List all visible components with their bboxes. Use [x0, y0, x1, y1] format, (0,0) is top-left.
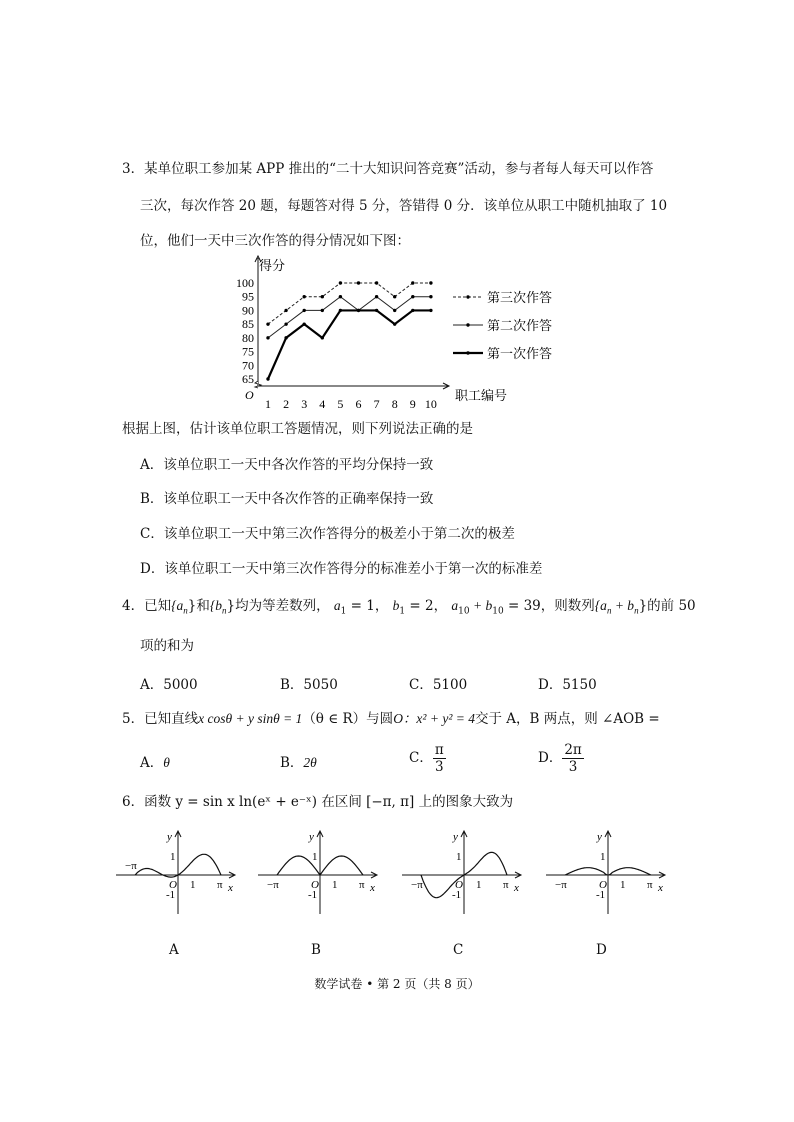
data-point	[429, 295, 432, 298]
x-tick-pi: π	[359, 879, 365, 891]
x-tick-neg-pi: −π	[555, 879, 567, 891]
y-axis-label: y	[167, 831, 172, 843]
page-footer: 数学试卷 • 第 2 页（共 8 页）	[314, 977, 480, 991]
q5-option-a: A．θ	[140, 755, 170, 771]
data-point	[375, 295, 378, 298]
y-axis-break-icon	[255, 381, 261, 388]
legend-marker	[466, 351, 469, 354]
y-tick-label: 70	[242, 358, 254, 373]
graph-d	[540, 828, 670, 918]
y-tick-minus-one: -1	[596, 889, 606, 901]
q3-option-d: D．该单位职工一天中第三次作答得分的标准差小于第一次的标准差	[140, 561, 543, 577]
x-axis-label: x	[514, 882, 519, 894]
y-tick-minus-one: -1	[308, 889, 318, 901]
y-tick-label: 100	[236, 276, 254, 290]
y-tick-label: 80	[242, 330, 254, 345]
y-tick-label: 65	[242, 372, 254, 386]
data-point	[375, 281, 378, 284]
q4-option-d: D．5150	[538, 677, 597, 693]
y-tick-label: 95	[242, 289, 254, 304]
x-tick-label: 1	[265, 397, 271, 411]
x-tick-label: 10	[424, 397, 437, 411]
x-tick-pi: π	[647, 879, 653, 891]
q3-line1: 3．某单位职工参加某 APP 推出的“二十大知识问答竞赛”活动，参与者每人每天可以作答	[122, 161, 654, 177]
y-tick-one: 1	[312, 851, 318, 863]
data-point	[284, 309, 287, 312]
q3-line3: 位，他们一天中三次作答的得分情况如下图：	[140, 233, 410, 249]
x-axis-label: x	[658, 882, 663, 894]
q3-option-b: B．该单位职工一天中各次作答的正确率保持一致	[140, 491, 434, 507]
x-tick-neg-pi: −π	[267, 879, 279, 891]
x-tick-label: 7	[373, 397, 380, 411]
data-point	[266, 322, 269, 325]
score-line-chart	[225, 252, 565, 412]
data-point	[357, 309, 360, 312]
x-tick-one: 1	[476, 879, 482, 891]
data-point	[429, 281, 432, 284]
legend-marker	[466, 323, 469, 326]
x-tick-label: 6	[355, 397, 362, 411]
y-tick-label: 75	[242, 344, 254, 359]
data-point	[339, 281, 342, 284]
graph-c	[396, 828, 526, 918]
x-tick-label: 3	[301, 397, 308, 411]
q4-line1: 4．已知$\{a_n\}$和$\{b_n\}$均为等差数列， $a_1 = 1$， $b_1 = 2$， $a_{10} + b_{10} = 39$，则数列$\{a_n + b_n\}$的前 50	[122, 598, 696, 617]
y-tick-one: 1	[600, 851, 606, 863]
data-point	[411, 295, 414, 298]
y-tick-one: 1	[170, 851, 176, 863]
q5-option-c: C． $\frac{\pi}{3}$	[409, 742, 444, 775]
q6-line1: 6．函数 y = sin x ln(eˣ + e⁻ˣ) 在区间 [−π, π] 上的图象大致为	[122, 794, 514, 810]
y-tick-label: 85	[242, 317, 254, 332]
data-point	[393, 322, 396, 325]
graph-label-a: A	[169, 942, 179, 958]
origin-label: O	[455, 879, 463, 891]
x-tick-pi: π	[217, 879, 223, 891]
y-axis-label: 得分	[259, 258, 286, 273]
origin-label: O	[169, 879, 177, 891]
data-point	[375, 309, 378, 312]
data-point	[339, 309, 342, 312]
data-point	[266, 377, 269, 380]
q5-option-b: B．2θ	[280, 755, 317, 771]
x-tick-one: 1	[332, 879, 338, 891]
y-axis-label: y	[597, 831, 602, 843]
data-point	[339, 295, 342, 298]
y-tick-one: 1	[456, 851, 462, 863]
x-axis-label: 职工编号	[455, 388, 508, 403]
q4-option-a: A．5000	[140, 677, 198, 693]
q3-line2: 三次，每次作答 20 题，每题答对得 5 分，答错得 0 分．该单位从职工中随机抽取了 10	[140, 198, 668, 214]
q3-question: 根据上图，估计该单位职工答题情况，则下列说法正确的是	[122, 421, 473, 437]
y-tick-minus-one: -1	[452, 889, 462, 901]
y-axis-label: y	[453, 831, 458, 843]
x-tick-label: 8	[391, 397, 398, 411]
graph-a	[110, 828, 240, 918]
q4-line2: 项的和为	[140, 638, 194, 654]
x-tick-label: 9	[409, 397, 416, 411]
q4-option-c: C．5100	[409, 677, 468, 693]
x-axis-label: x	[228, 882, 233, 894]
data-point	[321, 295, 324, 298]
data-point	[321, 336, 324, 339]
data-point	[429, 309, 432, 312]
graph-label-b: B	[311, 942, 321, 958]
data-point	[357, 281, 360, 284]
data-point	[284, 322, 287, 325]
y-axis-label: y	[309, 831, 314, 843]
data-point	[303, 309, 306, 312]
q5-option-d: D． $\frac{2\pi}{3}$	[538, 742, 582, 775]
series-line-3	[268, 310, 431, 379]
x-tick-one: 1	[620, 879, 626, 891]
x-tick-neg-pi: −π	[125, 860, 137, 872]
q3-option-c: C．该单位职工一天中第三次作答得分的极差小于第二次的极差	[140, 526, 515, 542]
x-tick-label: 5	[337, 397, 344, 411]
data-point	[411, 309, 414, 312]
y-tick-minus-one: -1	[166, 889, 176, 901]
q4-option-b: B．5050	[280, 677, 338, 693]
data-point	[303, 295, 306, 298]
x-tick-label: 2	[283, 397, 290, 411]
y-tick-label: 90	[242, 303, 254, 318]
graph-b	[252, 828, 382, 918]
legend-entry: 第二次作答	[487, 318, 553, 333]
data-point	[284, 336, 287, 339]
data-point	[266, 336, 269, 339]
data-point	[393, 295, 396, 298]
origin-label: O	[245, 388, 254, 402]
q3-option-a: A．该单位职工一天中各次作答的平均分保持一致	[140, 457, 434, 473]
legend-marker	[466, 295, 469, 298]
x-axis-label: x	[370, 882, 375, 894]
data-point	[321, 309, 324, 312]
x-tick-pi: π	[503, 879, 509, 891]
data-point	[393, 309, 396, 312]
graph-label-c: C	[453, 942, 464, 958]
legend-entry: 第一次作答	[487, 346, 553, 361]
data-point	[411, 281, 414, 284]
x-tick-one: 1	[190, 879, 196, 891]
x-tick-neg-pi: −π	[411, 879, 423, 891]
q5-line1: 5．已知直线x cosθ + y sinθ = 1（θ ∈ R）与圆O：x² + y² = 4交于 A，B 两点，则 ∠AOB =	[122, 711, 660, 727]
x-tick-label: 4	[319, 397, 326, 411]
graph-label-d: D	[596, 942, 607, 958]
legend-entry: 第三次作答	[487, 290, 553, 305]
origin-label: O	[599, 879, 607, 891]
origin-label: O	[311, 879, 319, 891]
data-point	[303, 322, 306, 325]
